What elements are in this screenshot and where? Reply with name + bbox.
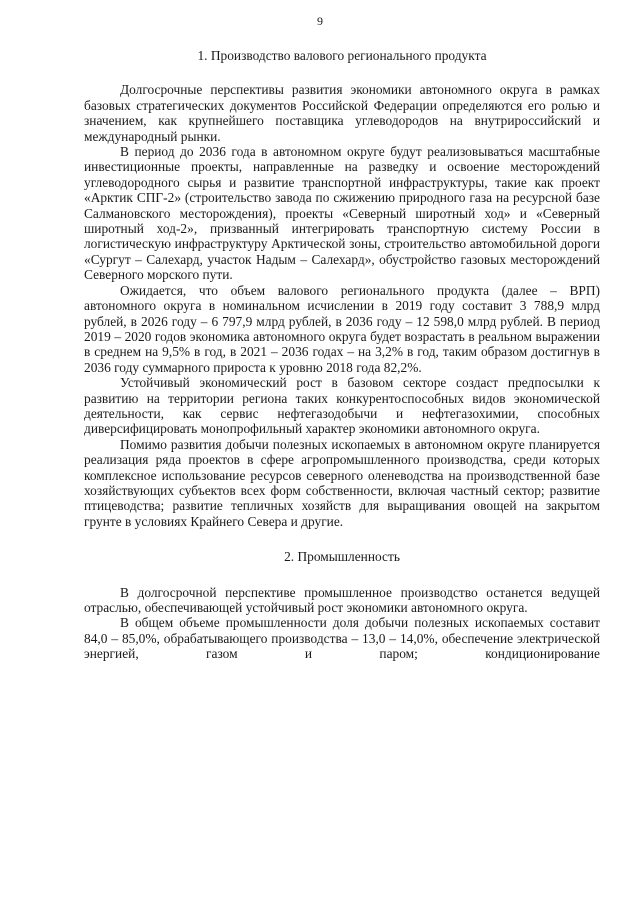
document-body <box>84 48 600 662</box>
section-heading-industry: 2. Промышленность <box>284 549 400 565</box>
page-number: 9 <box>317 14 323 28</box>
paragraph-agro-projects: Помимо развития добычи полезных ископаемых в автономном округе планируется реализация ряда проектов в сфере агропромышленного производства, среди которых комплексное использование ресурсов северного оленеводства на производственной базе хозяйствующих субъектов всех форм собственности, включая частный сектор; развитие птицеводства; развитие тепличных хозяйств для выращивания овощей на закрытом грунте в условиях Крайнего Севера и другие. <box>84 436 600 529</box>
section-heading-gross-regional-product: 1. Производство валового регионального продукта <box>197 48 487 63</box>
paragraph-economic-growth: Устойчивый экономический рост в базовом секторе создаст предпосылки к развитию на территории региона таких конкурентоспособных видов экономической деятельности, как сервис нефтегазодобычи и нефтегазохимии, способных диверсифицировать монопрофильный характер экономики автономного округа. <box>84 375 600 437</box>
paragraph-long-term-prospects: Долгосрочные перспективы развития экономики автономного округа в рамках базовых стратегических документов Российской Федерации определяются его ролью и значением, как крупнейшего поставщика углеводородов на внутрироссийский и международный рынки. <box>84 82 600 144</box>
paragraph-industry-leading: В долгосрочной перспективе промышленное производство останется ведущей отраслью, обеспечивающей устойчивый рост экономики автономного округа. <box>84 584 600 615</box>
paragraph-investment-projects: В период до 2036 года в автономном округе будут реализовываться масштабные инвестиционные проекты, направленные на разведку и освоение месторождений углеводородного сырья и развитие транспортной инфраструктуры, такие как проект «Арктик СПГ-2» (строительство завода по сжижению природного газа на ресурсной базе Салмановского месторождения), проекты «Северный широтный ход» и «Северный широтный ход-2», призванный интегрировать транспортную систему России в логистическую инфраструктуру Арктической зоны, строительство автомобильной дороги «Сургут – Салехард, участок Надым – Салехард», обустройство газовых месторождений Северного морского пути. <box>84 144 600 283</box>
paragraph-industry-structure: В общем объеме промышленности доля добычи полезных ископаемых составит 84,0 – 85,0%, обрабатывающего производства – 13,0 – 14,0%, обеспечение электрической энергией, газом и паром; кондиционирование <box>84 615 600 662</box>
paragraph-grp-forecast: Ожидается, что объем валового регионального продукта (далее – ВРП) автономного округа в номинальном исчислении в 2019 году составит 3 788,9 млрд рублей, в 2026 году – 6 797,9 млрд рублей, в 2036 году – 12 598,0 млрд рублей. В период 2019 – 2020 годов экономика автономного округа будет возрастать в реальном выражении в среднем на 9,5% в год, в 2021 – 2036 годах – на 3,2% в год, таким образом достигнув в 2036 году суммарного прироста к уровню 2018 года 82,2%. <box>84 282 600 375</box>
